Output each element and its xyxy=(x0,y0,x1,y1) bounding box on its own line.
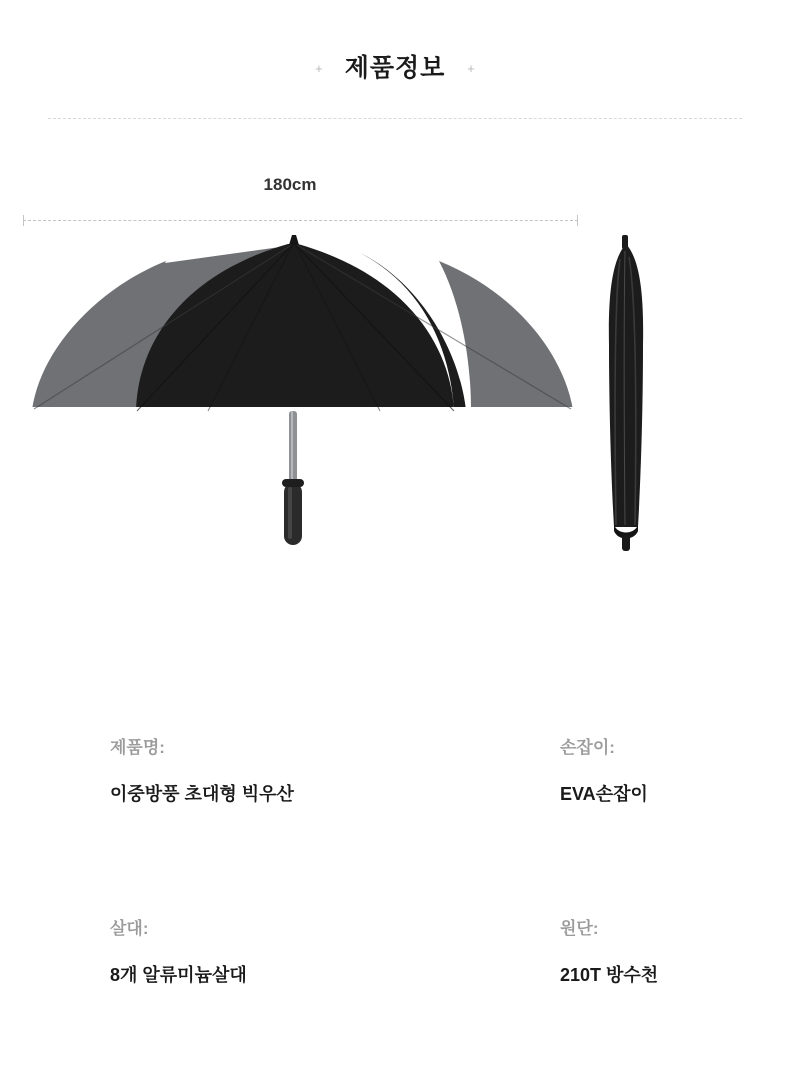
measurement-tick-right xyxy=(577,215,578,226)
spec-label: 제품명: xyxy=(110,738,165,757)
page-title: 제품정보 xyxy=(344,54,446,82)
spec-label: 원단: xyxy=(560,919,599,938)
measurement-dashed-bar xyxy=(23,220,578,221)
spec-label: 살대: xyxy=(110,919,149,938)
spec-value: EVA손잡이 xyxy=(560,784,648,804)
spec-grid xyxy=(0,733,790,987)
open-umbrella-image xyxy=(30,235,575,565)
decorative-plus-right-icon: + xyxy=(467,60,475,76)
spec-item-handle xyxy=(182,733,790,806)
spec-value: 210T 방수천 xyxy=(560,965,659,985)
measurement-dimension-line xyxy=(23,215,578,225)
measurement-width-label: 180cm xyxy=(263,175,317,194)
measurement-block xyxy=(0,175,790,231)
spec-value: 8개 알류미늄살대 xyxy=(110,965,247,985)
folded-umbrella-image xyxy=(596,235,656,555)
spec-value: 이중방풍 초대형 빅우산 xyxy=(110,784,294,804)
product-image-area xyxy=(0,235,790,595)
spec-item-fabric xyxy=(182,914,790,987)
spec-label: 손잡이: xyxy=(560,738,615,757)
decorative-plus-left-icon: + xyxy=(315,60,323,76)
measurement-tick-left xyxy=(23,215,24,226)
header-divider xyxy=(48,118,742,119)
page-header xyxy=(0,0,790,84)
